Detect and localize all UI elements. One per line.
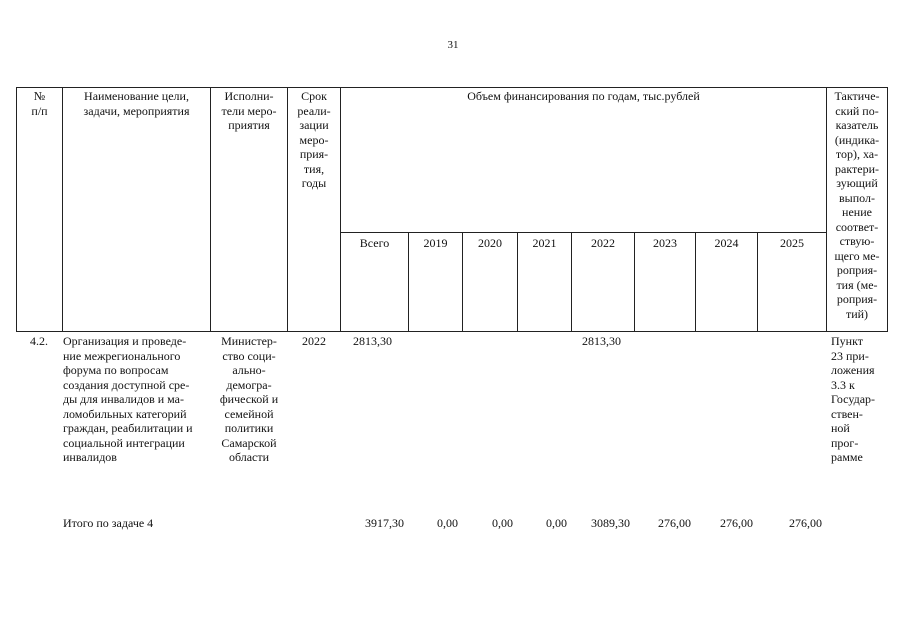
totals-2019: 0,00 bbox=[437, 516, 458, 530]
header-term: Срок реали- зации меро- прия- тия, годы bbox=[297, 89, 331, 190]
row-number: 4.2. bbox=[30, 334, 48, 348]
header-year-2021: 2021 bbox=[532, 236, 557, 250]
header-year-2024: 2024 bbox=[714, 236, 739, 250]
totals-label: Итого по задаче 4 bbox=[63, 516, 154, 530]
header-num: № п/п bbox=[31, 89, 48, 118]
row-value-2022: 2813,30 bbox=[582, 334, 621, 348]
row-indicator: Пункт 23 при- ложения 3.3 к Государ- ствен- ной прог- рамме bbox=[831, 334, 876, 464]
border-left bbox=[16, 87, 17, 332]
header-year-2019: 2019 bbox=[423, 236, 448, 250]
header-executors: Исполни- тели меро- приятия bbox=[221, 89, 277, 132]
header-funding: Объем финансирования по годам, тыс.рублей bbox=[467, 89, 700, 103]
totals-2025: 276,00 bbox=[789, 516, 822, 530]
header-year-2025: 2025 bbox=[780, 236, 804, 250]
header-indicator: Тактиче- ский по- казатель (индика- тор), ха- рактери- зующий выпол- нение соответ- ствую- щего ме- роприя- тия (ме- роприя- тий) bbox=[834, 89, 880, 321]
header-year-2022: 2022 bbox=[591, 236, 615, 250]
header-year-2020: 2020 bbox=[478, 236, 502, 250]
totals-2022: 3089,30 bbox=[591, 516, 630, 530]
table-top-border bbox=[16, 87, 888, 88]
header-name: Наименование цели, задачи, мероприятия bbox=[83, 89, 190, 118]
border-num bbox=[62, 87, 63, 332]
totals-2023: 276,00 bbox=[658, 516, 691, 530]
totals-2020: 0,00 bbox=[492, 516, 513, 530]
row-executor: Министер- ство соци- ально- демогра- фической и семейной политики Самарской области bbox=[219, 334, 279, 464]
border-term bbox=[340, 87, 341, 332]
header-total: Всего bbox=[359, 236, 390, 250]
border-right bbox=[887, 87, 888, 332]
totals-2021: 0,00 bbox=[546, 516, 567, 530]
page-number: 31 bbox=[447, 39, 459, 51]
row-total: 2813,30 bbox=[353, 334, 392, 348]
row-name: Организация и проведе- ние межрегионального форума по вопросам создания доступной сре- ды для инвалидов и ма- ломобильных категорий граждан, реабилитации и социальной интеграции инвалидов bbox=[63, 334, 193, 464]
totals-total: 3917,30 bbox=[365, 516, 404, 530]
header-year-2023: 2023 bbox=[653, 236, 677, 250]
row-term: 2022 bbox=[302, 334, 326, 348]
years-row-top-border bbox=[340, 232, 826, 233]
totals-2024: 276,00 bbox=[720, 516, 753, 530]
